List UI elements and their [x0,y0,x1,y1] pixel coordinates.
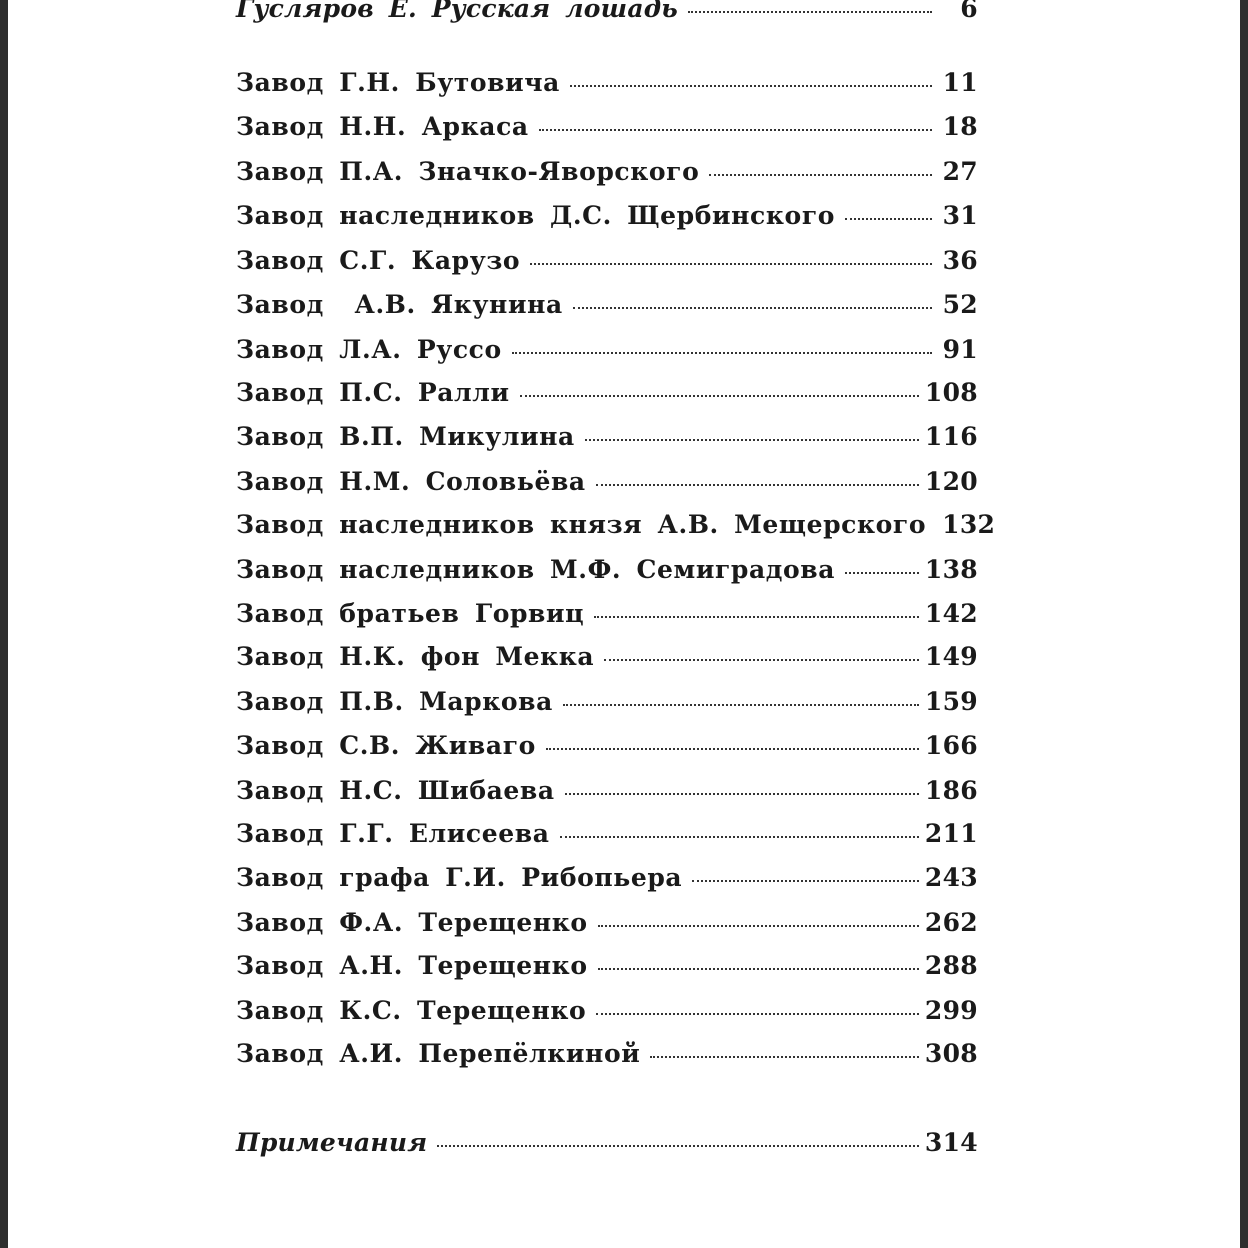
toc-entry-page: 308 [924,1039,978,1068]
dot-leader [520,395,919,397]
toc-entry[interactable] [236,290,978,320]
toc-entry-title: Завод Г.Н. Бутовича [236,68,560,97]
toc-entry-intro[interactable] [236,0,978,24]
toc-entry[interactable] [236,951,978,981]
toc-entry-title: Завод наследников Д.С. Щербинского [236,201,836,230]
toc-entry-page: 314 [924,1128,978,1157]
toc-entry-notes[interactable] [236,1128,978,1158]
toc-entry-page: 149 [924,642,978,671]
toc-entry-title: Завод С.Г. Карузо [236,246,521,275]
toc-entry-page: 6 [960,0,978,23]
toc-entry-page: 91 [942,335,978,364]
toc-entry-title: Завод Ф.А. Терещенко [236,908,588,937]
table-of-contents [8,0,1240,1248]
toc-entry-page: 138 [924,555,978,584]
toc-entry[interactable] [236,378,978,408]
toc-entry-page: 243 [924,863,978,892]
toc-entry-title: Гусляров Е. Русская лошадь [236,0,678,23]
dot-leader [598,925,919,927]
dot-leader [565,793,919,795]
dot-leader [546,748,919,750]
dot-leader [560,836,919,838]
toc-entry[interactable] [236,68,978,98]
toc-entry-page: 116 [924,422,978,451]
toc-entry-page: 262 [924,908,978,937]
dot-leader [596,1013,919,1015]
toc-entry-title: Завод Г.Г. Елисеева [236,819,550,848]
toc-entry[interactable] [236,908,978,938]
toc-entry-page: 18 [942,112,978,141]
toc-entry[interactable] [236,467,978,497]
toc-entry-page: 36 [942,246,978,275]
dot-leader [650,1056,919,1058]
toc-entry[interactable] [236,863,978,893]
toc-entry-page: 132 [942,510,996,539]
toc-entry-page: 288 [924,951,978,980]
toc-entry-page: 142 [924,599,978,628]
toc-entry-title: Завод Н.М. Соловьёва [236,467,586,496]
toc-entry-title: Завод А.Н. Терещенко [236,951,588,980]
toc-entry[interactable] [236,687,978,717]
dot-leader [692,880,919,882]
toc-entry[interactable] [236,996,978,1026]
toc-entry-page: 11 [942,68,978,97]
toc-entry-title: Завод В.П. Микулина [236,422,575,451]
toc-entry[interactable] [236,157,978,187]
dot-leader [688,11,932,13]
toc-entry-title: Завод наследников М.Ф. Семиградова [236,555,836,584]
toc-entry[interactable] [236,246,978,276]
toc-entry-title: Завод П.С. Ралли [236,378,510,407]
dot-leader [437,1145,919,1147]
dot-leader [604,659,919,661]
toc-entry[interactable] [236,201,978,231]
toc-entry[interactable] [236,731,978,761]
toc-entry-title: Завод П.В. Маркова [236,687,553,716]
dot-leader [596,484,919,486]
toc-entry-page: 27 [942,157,978,186]
toc-entry-page: 159 [924,687,978,716]
dot-leader [845,572,919,574]
toc-entry-page: 120 [924,467,978,496]
dot-leader [512,352,932,354]
toc-entry-page: 52 [942,290,978,319]
dot-leader [845,218,932,220]
toc-entry[interactable] [236,599,978,629]
document-page [8,0,1240,1248]
toc-entry-page: 166 [924,731,978,760]
toc-entry-title: Завод Н.С. Шибаева [236,776,555,805]
toc-entry-title: Завод А.И. Перепёлкиной [236,1039,641,1068]
toc-entry[interactable] [236,1039,978,1069]
toc-entry-page: 186 [924,776,978,805]
toc-entry-page: 31 [942,201,978,230]
toc-entry-title: Завод П.А. Значко-Яворского [236,157,700,186]
toc-entry[interactable] [236,776,978,806]
dot-leader [570,85,932,87]
toc-entry-page: 108 [924,378,978,407]
dot-leader [563,704,919,706]
toc-entry-title: Завод Н.Н. Аркаса [236,112,529,141]
toc-entry-title: Завод братьев Горвиц [236,599,585,628]
toc-entry-page: 299 [924,996,978,1025]
toc-entry-title: Завод графа Г.И. Рибопьера [236,863,683,892]
dot-leader [539,129,932,131]
toc-entry-title: Завод А.В. Якунина [236,290,563,319]
dot-leader [585,439,919,441]
dot-leader [573,307,932,309]
toc-entry[interactable] [236,335,978,365]
toc-entry[interactable] [236,642,978,672]
toc-entry-title: Завод наследников князя А.В. Мещерского [236,510,927,539]
toc-entry-title: Примечания [236,1128,428,1157]
toc-entry-page: 211 [924,819,978,848]
toc-entry-title: Завод С.В. Живаго [236,731,536,760]
toc-entry[interactable] [236,510,996,540]
dot-leader [598,968,919,970]
toc-entry[interactable] [236,819,978,849]
dot-leader [530,263,932,265]
dot-leader [709,174,932,176]
toc-entry[interactable] [236,112,978,142]
toc-entry-title: Завод К.С. Терещенко [236,996,587,1025]
toc-entry-title: Завод Н.К. фон Мекка [236,642,595,671]
toc-entry-title: Завод Л.А. Руссо [236,335,502,364]
toc-entry[interactable] [236,555,978,585]
toc-entry[interactable] [236,422,978,452]
dot-leader [594,616,919,618]
